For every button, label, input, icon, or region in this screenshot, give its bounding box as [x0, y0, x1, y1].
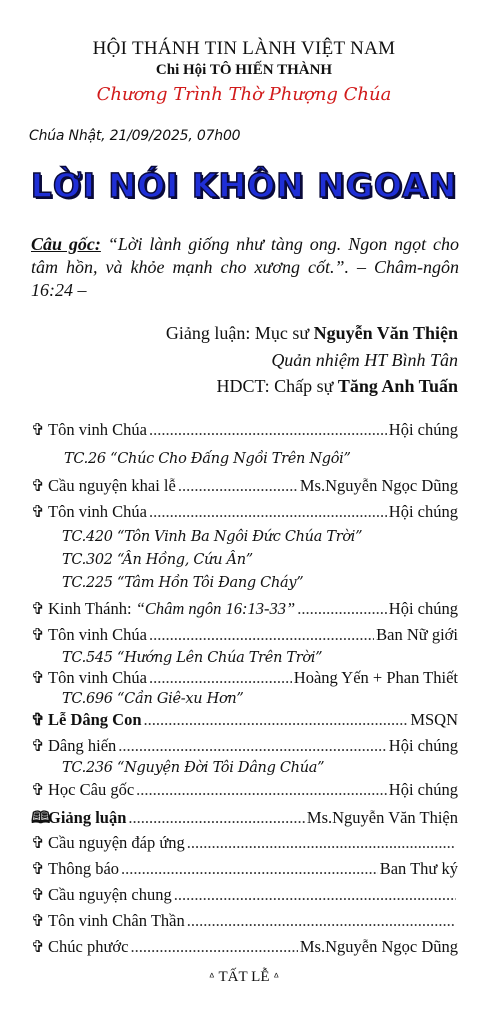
preacher-name: Nguyễn Văn Thiện: [313, 323, 458, 343]
branch-name: Chi Hội TÔ HIẾN THÀNH: [155, 62, 333, 78]
church-name: HỘI THÁNH TIN LÀNH VIỆT NAM: [92, 38, 396, 59]
service-item-label: Tôn vinh Chúa: [48, 502, 147, 521]
mc-name: Tăng Anh Tuấn: [337, 376, 458, 396]
leader-dots: [149, 502, 387, 522]
hymn-line: TC.236 “Nguyện Đời Tôi Dâng Chúa”: [62, 760, 325, 776]
leader-dots: [118, 736, 387, 756]
cross-icon: ✞: [31, 710, 45, 729]
ornament-icon: ᐞ: [273, 972, 280, 984]
leader-dots: [187, 833, 456, 853]
service-item-label: Dâng hiến: [48, 736, 117, 755]
cross-icon: ✞: [31, 937, 45, 956]
service-item-label: Tôn vinh Chúa: [48, 668, 147, 687]
service-item: [31, 625, 458, 645]
cross-icon: ✞: [31, 736, 45, 755]
hymn-line: TC.302 “Ân Hồng, Cứu Ân”: [62, 552, 253, 568]
service-item-label: Cầu nguyện đáp ứng: [48, 833, 185, 852]
service-item: [31, 859, 458, 879]
cross-icon: ✞: [31, 780, 45, 799]
cross-icon: ✞: [31, 502, 45, 521]
service-item: [31, 420, 458, 440]
mc-line: [217, 376, 458, 397]
cross-icon: ✞: [31, 668, 45, 687]
leader-dots: [187, 911, 456, 931]
service-item-leader: Ms.Nguyễn Văn Thiện: [306, 808, 458, 827]
leader-dots: [149, 420, 387, 440]
service-item-leader: Hội chúng: [388, 599, 458, 618]
leader-dots: [128, 808, 304, 828]
service-item-leader: Ban Thư ký: [379, 859, 458, 878]
service-item: [31, 502, 458, 522]
service-item: [31, 911, 458, 931]
service-item-label: Học Câu gốc: [48, 780, 135, 799]
preacher-line: [166, 323, 458, 344]
leader-dots: [136, 780, 387, 800]
key-verse: [31, 233, 459, 302]
hymn-line: TC.696 “Cần Giê-xu Hơn”: [62, 691, 244, 707]
service-item-label: Tôn vinh Chúa: [48, 625, 147, 644]
service-item: [31, 780, 458, 800]
service-date: Chúa Nhật, 21/09/2025, 07h00: [29, 128, 241, 144]
service-item-leader: Hoàng Yến + Phan Thiết: [293, 668, 458, 687]
cross-icon: ✞: [31, 625, 45, 644]
leader-dots: [121, 859, 378, 879]
closing-text: TẤT LỄ: [218, 969, 270, 985]
program-title: Chương Trình Thờ Phượng Chúa: [96, 84, 392, 105]
service-item-leader: Hội chúng: [388, 736, 458, 755]
scripture-reference: “Châm ngôn 16:13-33”: [135, 599, 296, 618]
service-item: [31, 599, 458, 619]
service-item-label: Kinh Thánh:: [48, 599, 132, 618]
book-icon: 🕮: [31, 808, 51, 827]
cross-icon: ✞: [31, 859, 45, 878]
leader-dots: [149, 668, 292, 688]
leader-dots: [174, 885, 456, 905]
leader-dots: [144, 710, 409, 730]
service-item: [31, 806, 458, 834]
service-item-label: Tôn vinh Chân Thần: [48, 911, 185, 930]
service-item-label: Chúc phước: [48, 937, 129, 956]
service-item-label: Tôn vinh Chúa: [48, 420, 147, 439]
service-item-leader: Hội chúng: [388, 780, 458, 799]
leader-dots: [178, 476, 298, 496]
preacher-prefix: Giảng luận: Mục sư: [165, 323, 314, 343]
cross-icon: ✞: [31, 476, 45, 495]
service-item: [31, 833, 458, 853]
hymn-line: TC.225 “Tâm Hồn Tôi Đang Cháy”: [62, 575, 304, 591]
cross-icon: ✞: [31, 599, 45, 618]
cross-icon: ✞: [31, 833, 45, 852]
leader-dots: [297, 599, 387, 619]
service-item-leader: MSQN: [410, 710, 458, 729]
leader-dots: [149, 625, 374, 645]
service-item-leader: Ms.Nguyễn Ngọc Dũng: [299, 937, 458, 956]
cross-icon: ✞: [31, 420, 45, 439]
service-item: [31, 710, 458, 730]
service-item-label: Cầu nguyện khai lễ: [48, 476, 176, 495]
hymn-line: TC.26 “Chúc Cho Đấng Ngồi Trên Ngôi”: [64, 451, 351, 467]
service-item-label: Giảng luận: [48, 808, 127, 827]
sermon-title: LỜI NÓI KHÔN NGOAN: [30, 166, 458, 205]
service-item-label: Lễ Dâng Con: [48, 710, 142, 729]
service-item-leader: Ms.Nguyễn Ngọc Dũng: [299, 476, 458, 495]
service-item: [31, 736, 458, 756]
cross-icon: ✞: [31, 911, 45, 930]
hymn-line: TC.420 “Tôn Vinh Ba Ngôi Đức Chúa Trời”: [62, 529, 363, 545]
service-item: [31, 885, 458, 905]
closing-line: [0, 969, 488, 986]
service-item-label: Cầu nguyện chung: [48, 885, 172, 904]
preacher-pastorate: Quản nhiệm HT Bình Tân: [271, 350, 458, 370]
key-verse-text: “Lời lành giống như tàng ong. Ngon ngọt cho tâm hồn, và khỏe mạnh cho xương cốt.”. – Châm-ngôn 16:24 –: [31, 234, 459, 300]
service-item: [31, 937, 458, 957]
service-item: [31, 476, 458, 496]
service-item-leader: Hội chúng: [388, 420, 458, 439]
ornament-icon: ᐞ: [208, 972, 215, 984]
cross-icon: ✞: [31, 885, 45, 904]
service-item-leader: Hội chúng: [388, 502, 458, 521]
hymn-line: TC.545 “Hướng Lên Chúa Trên Trời”: [62, 650, 323, 666]
leader-dots: [130, 937, 297, 957]
service-item-label: Thông báo: [48, 859, 120, 878]
service-item: [31, 668, 458, 688]
service-item-leader: Ban Nữ giới: [376, 625, 458, 644]
mc-prefix: HDCT: Chấp sự: [216, 376, 338, 396]
key-verse-label: Câu gốc:: [31, 234, 101, 254]
